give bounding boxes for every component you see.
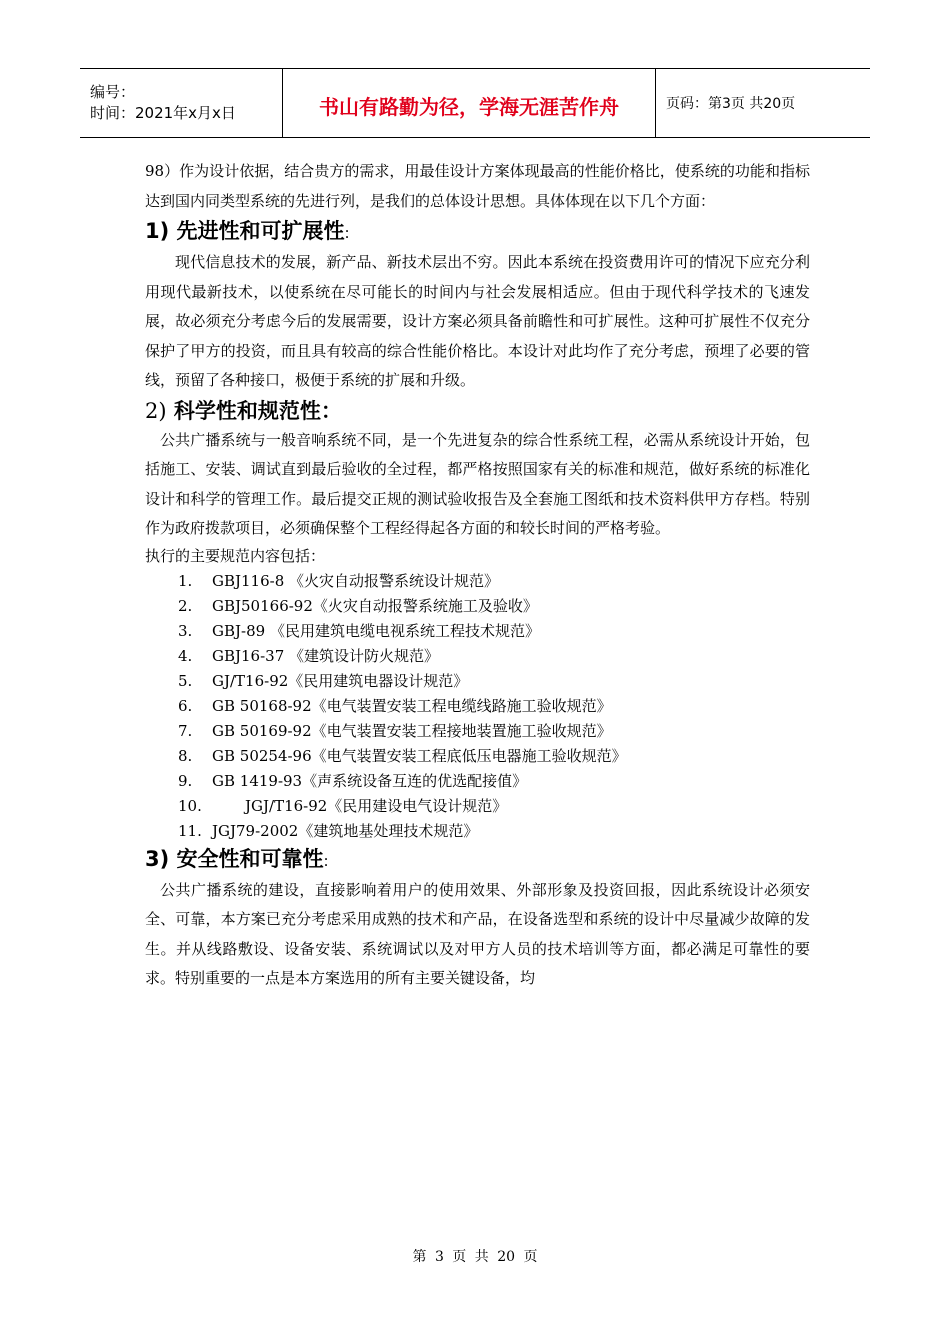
page-label: 页码：第3页 共20页	[666, 96, 796, 112]
section-3-title: 3) 安全性和可靠性	[145, 846, 324, 871]
list-item	[178, 719, 810, 744]
section-2-number: 2)	[145, 398, 167, 423]
header-motto-cell	[283, 69, 656, 137]
section-3-body: 公共广播系统的建设，直接影响着用户的使用效果、外部形象及投资回报，因此系统设计必须安全、可靠，本方案已充分考虑采用成熟的技术和产品，在设备选型和系统的设计中尽量减少故障的发生。并从线路敷设、设备安装、系统调试以及对甲方人员的技术培训等方面，都必满足可靠性的要求。特别重要的一点是本方案选用的所有主要关键设备，均	[145, 880, 810, 987]
list-item	[178, 694, 810, 719]
list-text: JGJ/T16-92《民用建设电气设计规范》	[245, 796, 508, 815]
list-text: GB 50254-96《电气装置安装工程底低压电器施工验收规范》	[212, 746, 627, 765]
document-body	[145, 157, 810, 994]
section-2-title: 科学性和规范性：	[173, 398, 342, 423]
list-item	[178, 669, 810, 694]
page-footer: 第 3 页 共 20 页	[412, 1249, 538, 1265]
section-1-title: 1) 先进性和可扩展性	[145, 219, 345, 243]
date-label: 时间：2021年x月x日	[90, 104, 236, 122]
list-number: 4.	[178, 646, 193, 665]
list-number: 1.	[178, 571, 193, 590]
list-number: 10.	[178, 796, 202, 815]
list-item	[178, 819, 810, 844]
list-text: GBJ116-8 《火灾自动报警系统设计规范》	[212, 571, 500, 590]
section-3-colon: :	[323, 851, 329, 870]
header-page-cell	[656, 69, 870, 137]
norms-list	[145, 569, 810, 844]
list-item	[178, 769, 810, 794]
list-text: GBJ16-37 《建筑设计防火规范》	[212, 646, 440, 665]
list-item	[178, 594, 810, 619]
section-1-heading	[145, 216, 810, 248]
list-item	[178, 744, 810, 769]
list-number: 3.	[178, 621, 193, 640]
section-1-colon: :	[344, 224, 350, 242]
section-1-body: 现代信息技术的发展，新产品、新技术层出不穷。因此本系统在投资费用许可的情况下应充分利用现代最新技术，以使系统在尽可能长的时间内与社会发展相适应。但由于现代科学技术的飞速发展，故必须充分考虑今后的发展需要，设计方案必须具备前瞻性和可扩展性。这种可扩展性不仅充分保护了甲方的投资，而且具有较高的综合性能价格比。本设计对此均作了充分考虑，预埋了必要的管线，预留了各种接口，极便于系统的扩展和升级。	[145, 253, 810, 389]
section-3-heading	[145, 844, 810, 876]
list-text: GBJ-89 《民用建筑电缆电视系统工程技术规范》	[212, 621, 540, 640]
intro-paragraph: 98）作为设计依据，结合贵方的需求，用最佳设计方案体现最高的性能价格比，使系统的功能和指标达到国内同类型系统的先进行列，是我们的总体设计思想。具体体现在以下几个方面：	[145, 162, 810, 210]
section-2-body: 公共广播系统与一般音响系统不同，是一个先进复杂的综合性系统工程，必需从系统设计开始，包括施工、安装、调试直到最后验收的全过程，都严格按照国家有关的标准和规范，做好系统的标准化设计和科学的管理工作。最后提交正规的测试验收报告及全套施工图纸和技术资料供甲方存档。特别作为政府拨款项目，必须确保整个工程经得起各方面的和较长时间的严格考验。	[145, 430, 810, 537]
list-text: GB 50169-92《电气装置安装工程接地装置施工验收规范》	[212, 721, 612, 740]
list-text: GB 1419-93《声系统设备互连的优选配接值》	[212, 771, 528, 790]
list-text: GJ/T16-92《民用建筑电器设计规范》	[212, 671, 469, 690]
list-item	[178, 644, 810, 669]
section-2-heading	[145, 396, 810, 426]
number-label: 编号：	[90, 83, 136, 101]
list-text: GBJ50166-92《火灾自动报警系统施工及验收》	[212, 596, 538, 615]
list-number: 11.	[178, 821, 202, 840]
header-table	[80, 68, 870, 138]
list-number: 9.	[178, 771, 193, 790]
list-text: GB 50168-92《电气装置安装工程电缆线路施工验收规范》	[212, 696, 612, 715]
list-number: 5.	[178, 671, 193, 690]
list-item	[178, 569, 810, 594]
list-number: 7.	[178, 721, 193, 740]
norms-lead: 执行的主要规范内容包括：	[145, 546, 326, 565]
header-left-cell	[80, 69, 283, 137]
list-number: 2.	[178, 596, 193, 615]
list-item	[178, 794, 810, 819]
list-number: 6.	[178, 696, 193, 715]
list-number: 8.	[178, 746, 193, 765]
list-item	[178, 619, 810, 644]
motto: 书山有路勤为径，学海无涯苦作舟	[319, 94, 619, 119]
list-text: JGJ79-2002《建筑地基处理技术规范》	[212, 821, 479, 840]
